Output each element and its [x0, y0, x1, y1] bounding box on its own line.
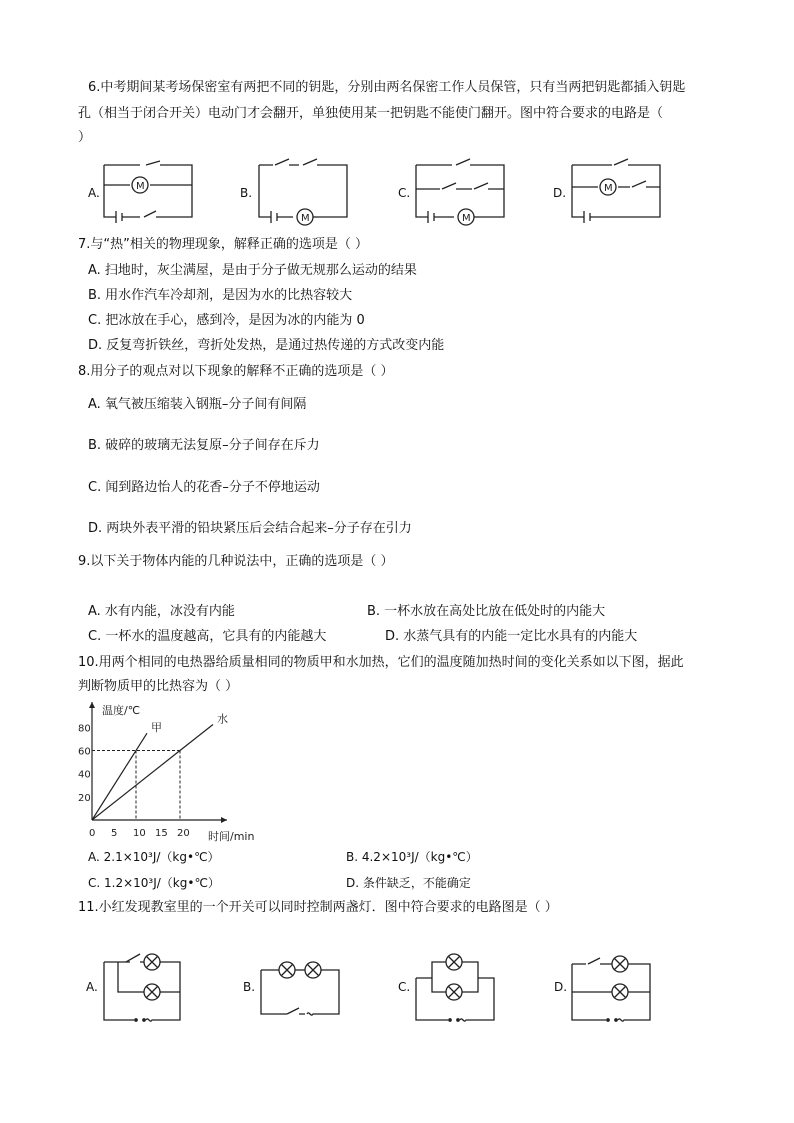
q9-stem: 9.以下关于物体内能的几种说法中，正确的选项是（ ）	[78, 554, 394, 569]
q6-circuit-a	[100, 155, 200, 225]
series-label: 甲	[151, 721, 162, 735]
q8-stem: 8.用分子的观点对以下现象的解释不正确的选项是（ ）	[78, 364, 394, 379]
q11-circuit-d	[568, 950, 658, 1025]
x-tick-label: 15	[155, 828, 168, 839]
y-tick-label: 60	[78, 746, 91, 758]
q9-option-d[interactable]: D. 水蒸气具有的内能一定比水具有的内能大	[385, 629, 638, 644]
q7-option-b[interactable]: B. 用水作汽车冷却剂，是因为水的比热容较大	[88, 288, 353, 303]
y-axis-arrow	[89, 702, 95, 708]
q10-option-d[interactable]: D. 条件缺乏，不能确定	[346, 876, 471, 890]
q11-circuit-c	[412, 950, 502, 1025]
q10-stem-line1: 10.用两个相同的电热器给质量相同的物质甲和水加热，它们的温度随加热时间的变化关系如以下图，据此	[78, 655, 684, 670]
y-tick-label: 20	[78, 792, 91, 804]
q7-option-c[interactable]: C. 把冰放在手心，感到冷，是因为冰的内能为 0	[88, 313, 365, 328]
q6-text-line1: 6.中考期间某考场保密室有两把不同的钥匙，分别由两名保密工作人员保管，只有当两把钥匙都插入钥匙	[88, 80, 686, 95]
q7-option-d[interactable]: D. 反复弯折铁丝，弯折处发热，是通过热传递的方式改变内能	[88, 338, 445, 353]
q6-text-line3: ）	[78, 130, 92, 145]
q9-option-b[interactable]: B. 一杯水放在高处比放在低处时的内能大	[367, 604, 606, 619]
series-line-water	[92, 724, 213, 820]
y-tick-label: 80	[78, 723, 91, 735]
q6-text-line2: 孔（相当于闭合开关）电动门才会翻开，单独使用某一把钥匙不能使门翻开。图中符合要求的电路是（	[78, 106, 664, 121]
q7-option-a[interactable]: A. 扫地时，灰尘满屋，是由于分子做无规那么运动的结果	[88, 263, 417, 278]
temperature-time-chart	[80, 700, 280, 848]
q11-option-d[interactable]: D.	[554, 980, 568, 994]
x-axis-label: 时间/min	[208, 830, 255, 843]
q8-option-d[interactable]: D. 两块外表平滑的铅块紧压后会结合起来–分子存在引力	[88, 521, 412, 536]
q6-circuit-b	[255, 155, 355, 225]
series-line-jia	[92, 733, 147, 820]
q11-option-c[interactable]: C.	[398, 980, 411, 994]
x-tick-label: 10	[133, 828, 146, 839]
q11-stem: 11.小红发现教室里的一个开关可以同时控制两盏灯．图中符合要求的电路图是（ ）	[78, 900, 558, 915]
q6-d-motor-label: M	[604, 183, 613, 194]
x-tick-label: 0	[89, 828, 96, 839]
q7-stem: 7.与“热”相关的物理现象，解释正确的选项是（ ）	[78, 237, 369, 252]
x-tick-label: 5	[111, 828, 118, 839]
q6-option-c[interactable]: C.	[398, 186, 411, 200]
q6-c-motor-label: M	[462, 213, 471, 224]
y-tick-label: 40	[78, 769, 91, 781]
q10-option-c[interactable]: C. 1.2×10³J/（kg•℃）	[88, 876, 220, 890]
q6-option-a[interactable]: A.	[88, 186, 100, 200]
q11-circuit-b	[257, 950, 347, 1025]
q6-a-motor-label: M	[136, 181, 145, 192]
q9-option-a[interactable]: A. 水有内能，冰没有内能	[88, 604, 235, 619]
x-axis-arrow	[221, 817, 227, 823]
q6-option-b[interactable]: B.	[240, 186, 253, 200]
q10-stem-line2: 判断物质甲的比热容为（ ）	[78, 679, 239, 694]
x-tick-label: 20	[177, 828, 190, 839]
series-label: 水	[217, 712, 228, 726]
q8-option-c[interactable]: C. 闻到路边怡人的花香–分子不停地运动	[88, 480, 320, 495]
q9-option-c[interactable]: C. 一杯水的温度越高，它具有的内能越大	[88, 629, 327, 644]
q10-option-b[interactable]: B. 4.2×10³J/（kg•℃）	[346, 850, 478, 864]
q6-option-d[interactable]: D.	[553, 186, 567, 200]
q10-option-a[interactable]: A. 2.1×10³J/（kg•℃）	[88, 850, 220, 864]
q11-circuit-a	[100, 950, 190, 1025]
q6-circuit-d	[568, 155, 668, 225]
q8-option-a[interactable]: A. 氧气被压缩装入钢瓶–分子间有间隔	[88, 397, 307, 412]
q11-option-a[interactable]: A.	[86, 980, 98, 994]
q6-b-motor-label: M	[301, 213, 310, 224]
y-axis-label: 温度/℃	[102, 704, 141, 717]
q6-circuit-c	[412, 155, 512, 225]
q11-option-b[interactable]: B.	[243, 980, 256, 994]
q8-option-b[interactable]: B. 破碎的玻璃无法复原–分子间存在斥力	[88, 438, 320, 453]
